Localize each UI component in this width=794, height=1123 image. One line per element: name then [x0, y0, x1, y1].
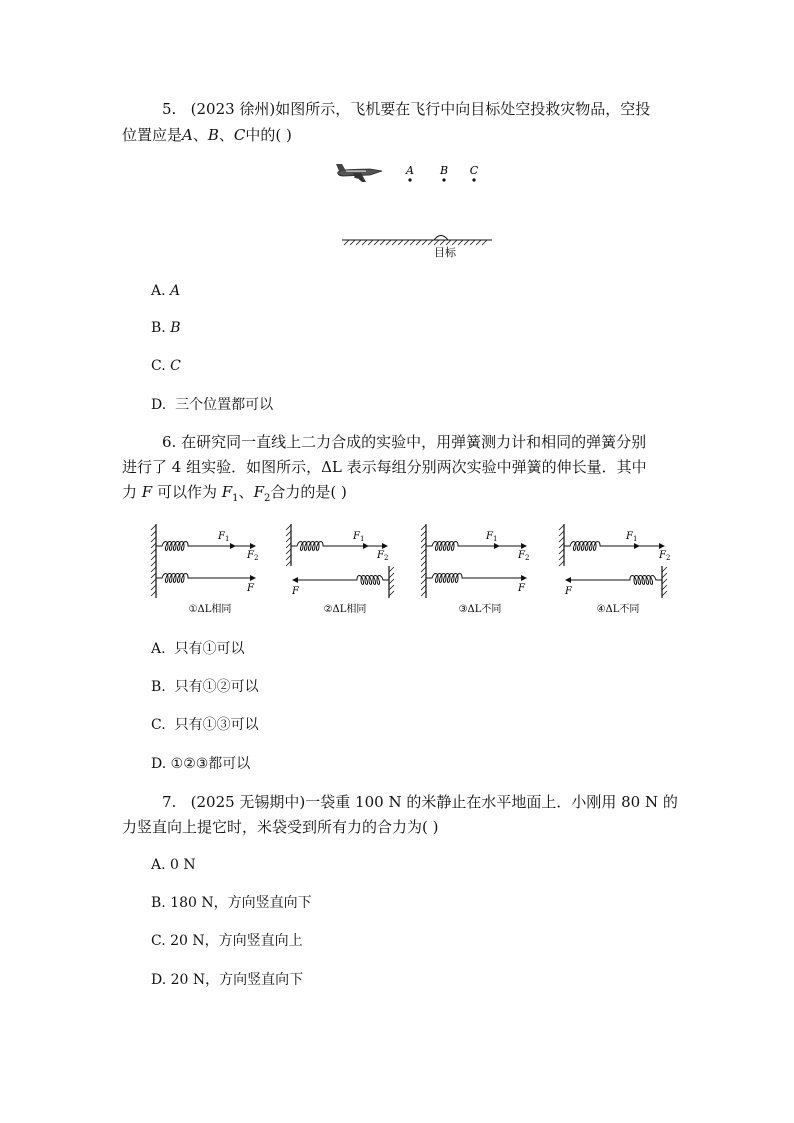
q6-option-b[interactable]: B. 只有①②可以	[151, 679, 259, 695]
svg-text:F: F	[292, 586, 299, 597]
svg-text:F1: $F_1$	[353, 531, 365, 543]
spring-coil	[426, 542, 478, 551]
q7-option-c[interactable]: C. 20 N，方向竖直向上	[151, 933, 303, 949]
svg-text:F1: $F_1$	[486, 531, 498, 543]
svg-text:F2: $F_2$	[659, 550, 671, 562]
svg-text:F2: $F_2$	[377, 550, 389, 562]
q5-option-b[interactable]: B. B	[151, 320, 181, 336]
panel-2-label: ②ΔL相同	[323, 604, 367, 615]
position-b-label: B	[439, 164, 449, 177]
spring-coil	[291, 542, 343, 551]
target-label: 目标	[434, 246, 456, 259]
q6-stem-line2: 进行了 4 组实验．如图所示，ΔL 表示每组分别两次实验中弹簧的伸长量．其中	[122, 458, 647, 476]
panel-3-label: ③ΔL不同	[458, 604, 502, 615]
spring-coil	[426, 574, 490, 583]
q6-panel-3	[420, 520, 540, 620]
airplane-icon	[336, 164, 382, 182]
q7-option-a[interactable]: A. 0 N	[151, 857, 196, 873]
q5-option-d[interactable]: D. 三个位置都可以	[151, 397, 274, 413]
q6-option-d[interactable]: D. ①②③都可以	[151, 756, 251, 772]
q7-stem-line2: 力竖直向上提它时，米袋受到所有力的合力为( )	[122, 818, 439, 836]
ground-line	[342, 240, 492, 245]
q5-stem-text: 如图所示，飞机要在飞行中向目标处空投救灾物品，空投	[275, 100, 651, 118]
q7-option-b[interactable]: B. 180 N，方向竖直向下	[151, 895, 312, 911]
q6-panel-4	[558, 520, 678, 620]
spring-coil	[610, 576, 662, 585]
q6-stem-line3: 力 F 可以作为 $F_1$、$F_2$合力的是( )	[122, 483, 347, 504]
spring-coil	[564, 542, 628, 551]
q6-number: 6.	[162, 433, 177, 451]
q7-number: 7.	[162, 793, 177, 811]
q6-panel-1	[150, 520, 270, 620]
spring-coil	[156, 542, 208, 551]
q5-stem-line1	[162, 99, 650, 119]
q5-option-c[interactable]: C. C	[151, 358, 181, 374]
q6-stem-line1: 6. 在研究同一直线上二力合成的实验中，用弹簧测力计和相同的弹簧分别	[162, 433, 647, 451]
q6-panel-2	[285, 520, 405, 620]
target-marker	[434, 236, 448, 241]
force-f-label: F	[247, 583, 254, 594]
svg-text:F2: $F_2$	[518, 550, 530, 562]
q7-source: (2025 无锡期中)	[190, 793, 306, 811]
position-a-label: A	[406, 164, 414, 177]
position-a-dot	[408, 178, 411, 181]
force-f1-label: $F_1$	[218, 531, 230, 543]
q5-source: (2023 徐州)	[190, 100, 276, 118]
position-b-dot	[442, 178, 445, 181]
q5-stem-line2: 位置应是A、B、C中的( )	[122, 126, 292, 144]
q5-airplane-figure	[330, 158, 500, 262]
q7-stem-line1: 7. (2025 无锡期中)一袋重 100 N 的米静止在水平地面上．小刚用 80 N 的	[162, 793, 678, 811]
q6-option-c[interactable]: C. 只有①③可以	[151, 717, 259, 733]
svg-text:F: F	[565, 586, 572, 597]
svg-text:F: F	[518, 583, 525, 594]
position-c-dot	[472, 178, 475, 181]
panel-1-label: ①ΔL相同	[188, 604, 232, 615]
panel-4-label: ④ΔL不同	[596, 604, 640, 615]
q7-option-d[interactable]: D. 20 N，方向竖直向下	[151, 972, 304, 988]
spring-coil	[156, 574, 208, 583]
force-f2-label: $F_2$	[247, 550, 259, 562]
spring-coil	[337, 576, 389, 585]
q6-option-a[interactable]: A. 只有①可以	[151, 641, 245, 657]
q5-option-a[interactable]: A. A	[151, 283, 181, 299]
svg-text:F1: $F_1$	[626, 531, 638, 543]
position-c-label: C	[469, 164, 479, 177]
q5-number: 5.	[162, 100, 177, 118]
